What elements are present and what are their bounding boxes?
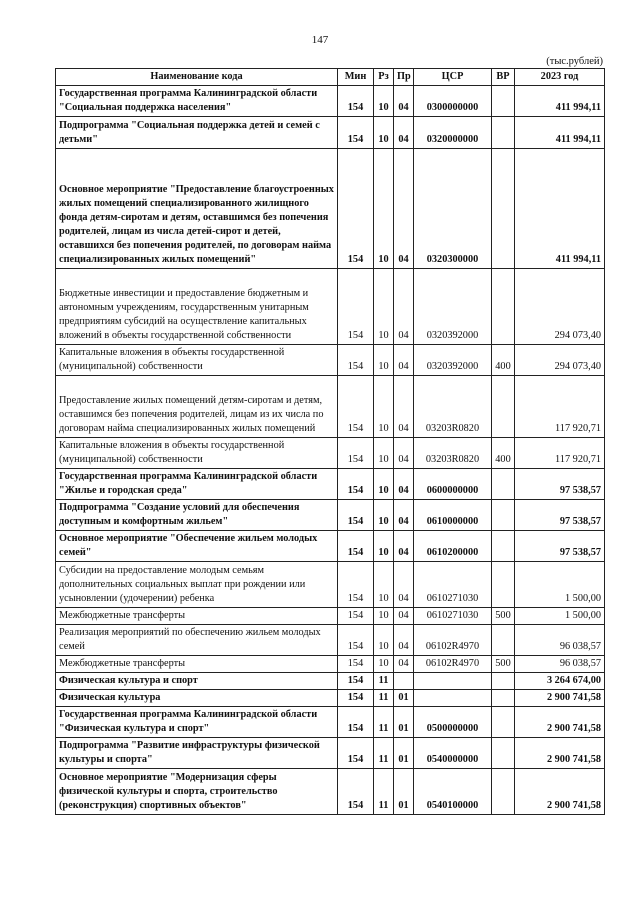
table-header-row (56, 69, 605, 86)
cell-amount: 2 900 741,58 (515, 738, 605, 769)
cell-vr (492, 86, 515, 117)
table-row (56, 738, 605, 769)
cell-pr: 04 (394, 562, 414, 608)
cell-name: Государственная программа Калининградской области "Жилье и городская среда" (56, 469, 338, 500)
cell-rz: 10 (374, 656, 394, 673)
table-row (56, 769, 605, 815)
cell-pr: 01 (394, 690, 414, 707)
cell-csr: 0540000000 (414, 738, 492, 769)
cell-rz: 11 (374, 707, 394, 738)
cell-csr: 0320300000 (414, 149, 492, 269)
cell-amount: 97 538,57 (515, 531, 605, 562)
cell-csr: 0600000000 (414, 469, 492, 500)
cell-min: 154 (338, 469, 374, 500)
page-number: 147 (311, 34, 329, 46)
cell-pr: 04 (394, 269, 414, 345)
cell-name: Межбюджетные трансферты (56, 608, 338, 625)
cell-pr: 04 (394, 531, 414, 562)
cell-rz: 10 (374, 86, 394, 117)
cell-vr (492, 707, 515, 738)
cell-min: 154 (338, 376, 374, 438)
header-name: Наименование кода (56, 69, 338, 86)
cell-amount: 3 264 674,00 (515, 673, 605, 690)
cell-name: Подпрограмма "Развитие инфраструктуры физической культуры и спорта" (56, 738, 338, 769)
cell-vr (492, 149, 515, 269)
cell-min: 154 (338, 690, 374, 707)
cell-pr: 01 (394, 769, 414, 815)
cell-name: Межбюджетные трансферты (56, 656, 338, 673)
cell-csr: 06102R4970 (414, 656, 492, 673)
cell-amount: 1 500,00 (515, 608, 605, 625)
cell-vr: 400 (492, 438, 515, 469)
units-note: (тыс.рублей) (546, 56, 603, 67)
cell-rz: 10 (374, 469, 394, 500)
cell-name: Основное мероприятие "Предоставление благоустроенных жилых помещений специализированного жилищного фонда детям-сиротам и детям, оставшимся без попечения родителей, лицам из числа детей-сирот и детей, оставшихся без попечения родителей, по договорам найма специализированных жилых помещений" (56, 149, 338, 269)
cell-vr (492, 117, 515, 149)
cell-rz: 10 (374, 608, 394, 625)
cell-min: 154 (338, 269, 374, 345)
cell-pr: 04 (394, 345, 414, 376)
cell-vr (492, 738, 515, 769)
cell-vr: 400 (492, 345, 515, 376)
header-csr: ЦСР (414, 69, 492, 86)
cell-pr: 04 (394, 625, 414, 656)
cell-name: Основное мероприятие "Обеспечение жильем молодых семей" (56, 531, 338, 562)
cell-amount: 294 073,40 (515, 345, 605, 376)
cell-csr (414, 690, 492, 707)
table-row (56, 376, 605, 438)
cell-csr: 0320392000 (414, 345, 492, 376)
cell-amount: 2 900 741,58 (515, 769, 605, 815)
cell-amount: 117 920,71 (515, 438, 605, 469)
cell-pr (394, 673, 414, 690)
cell-min: 154 (338, 86, 374, 117)
cell-rz: 11 (374, 673, 394, 690)
table-row (56, 625, 605, 656)
cell-pr: 04 (394, 500, 414, 531)
cell-name: Предоставление жилых помещений детям-сиротам и детям, оставшимся без попечения родителей, лицам из их числа по договорам найма специализированных жилых помещений (56, 376, 338, 438)
cell-rz: 10 (374, 625, 394, 656)
table-row (56, 117, 605, 149)
cell-pr: 04 (394, 469, 414, 500)
cell-csr: 0540100000 (414, 769, 492, 815)
cell-amount: 411 994,11 (515, 86, 605, 117)
cell-amount: 97 538,57 (515, 469, 605, 500)
cell-rz: 11 (374, 690, 394, 707)
cell-pr: 04 (394, 608, 414, 625)
cell-name: Капитальные вложения в объекты государственной (муниципальной) собственности (56, 345, 338, 376)
cell-csr (414, 673, 492, 690)
budget-table (55, 68, 605, 815)
cell-amount: 96 038,57 (515, 656, 605, 673)
cell-csr: 03203R0820 (414, 376, 492, 438)
cell-vr (492, 562, 515, 608)
cell-min: 154 (338, 345, 374, 376)
cell-rz: 10 (374, 345, 394, 376)
cell-csr: 03203R0820 (414, 438, 492, 469)
cell-vr (492, 269, 515, 345)
cell-pr: 04 (394, 86, 414, 117)
header-min: Мин (338, 69, 374, 86)
table-row (56, 673, 605, 690)
cell-name: Государственная программа Калининградской области "Социальная поддержка населения" (56, 86, 338, 117)
cell-rz: 10 (374, 500, 394, 531)
cell-min: 154 (338, 562, 374, 608)
cell-csr: 0500000000 (414, 707, 492, 738)
cell-min: 154 (338, 738, 374, 769)
cell-min: 154 (338, 656, 374, 673)
cell-name: Капитальные вложения в объекты государственной (муниципальной) собственности (56, 438, 338, 469)
cell-name: Реализация мероприятий по обеспечению жильем молодых семей (56, 625, 338, 656)
table-row (56, 690, 605, 707)
cell-vr (492, 376, 515, 438)
cell-name: Физическая культура и спорт (56, 673, 338, 690)
cell-csr: 06102R4970 (414, 625, 492, 656)
cell-amount: 96 038,57 (515, 625, 605, 656)
table-row (56, 707, 605, 738)
cell-amount: 294 073,40 (515, 269, 605, 345)
cell-amount: 411 994,11 (515, 149, 605, 269)
cell-rz: 10 (374, 438, 394, 469)
cell-amount: 2 900 741,58 (515, 690, 605, 707)
cell-name: Субсидии на предоставление молодым семьям дополнительных социальных выплат при рождении или усыновлении (удочерении) ребенка (56, 562, 338, 608)
cell-csr: 0320392000 (414, 269, 492, 345)
cell-vr (492, 469, 515, 500)
cell-min: 154 (338, 707, 374, 738)
cell-name: Подпрограмма "Создание условий для обеспечения доступным и комфортным жильем" (56, 500, 338, 531)
cell-vr (492, 690, 515, 707)
cell-name: Подпрограмма "Социальная поддержка детей и семей с детьми" (56, 117, 338, 149)
cell-csr: 0300000000 (414, 86, 492, 117)
table-row (56, 438, 605, 469)
cell-csr: 0610271030 (414, 562, 492, 608)
cell-rz: 10 (374, 149, 394, 269)
cell-rz: 11 (374, 769, 394, 815)
table-row (56, 500, 605, 531)
table-row (56, 149, 605, 269)
cell-csr: 0610000000 (414, 500, 492, 531)
cell-rz: 10 (374, 376, 394, 438)
cell-vr (492, 769, 515, 815)
table-row (56, 608, 605, 625)
cell-min: 154 (338, 500, 374, 531)
cell-min: 154 (338, 117, 374, 149)
header-pr: Пр (394, 69, 414, 86)
cell-csr: 0320000000 (414, 117, 492, 149)
cell-name: Бюджетные инвестиции и предоставление бюджетным и автономным учреждениям, государственным унитарным предприятиям субсидий на осуществление капитальных вложений в объекты государственной собственности (56, 269, 338, 345)
cell-rz: 10 (374, 562, 394, 608)
cell-name: Основное мероприятие "Модернизация сферы физической культуры и спорта, строительство (реконструкция) спортивных объектов" (56, 769, 338, 815)
cell-vr (492, 531, 515, 562)
cell-vr (492, 500, 515, 531)
cell-min: 154 (338, 625, 374, 656)
cell-vr: 500 (492, 656, 515, 673)
table-row (56, 345, 605, 376)
table-body (56, 86, 605, 815)
cell-rz: 10 (374, 269, 394, 345)
cell-rz: 10 (374, 117, 394, 149)
cell-pr: 04 (394, 376, 414, 438)
table-row (56, 562, 605, 608)
cell-min: 154 (338, 769, 374, 815)
cell-amount: 97 538,57 (515, 500, 605, 531)
table-row (56, 269, 605, 345)
cell-amount: 2 900 741,58 (515, 707, 605, 738)
cell-pr: 04 (394, 656, 414, 673)
cell-amount: 411 994,11 (515, 117, 605, 149)
cell-rz: 11 (374, 738, 394, 769)
cell-min: 154 (338, 608, 374, 625)
cell-min: 154 (338, 673, 374, 690)
table-row (56, 469, 605, 500)
cell-pr: 01 (394, 707, 414, 738)
cell-name: Физическая культура (56, 690, 338, 707)
cell-min: 154 (338, 531, 374, 562)
cell-min: 154 (338, 438, 374, 469)
cell-csr: 0610271030 (414, 608, 492, 625)
cell-name: Государственная программа Калининградской области "Физическая культура и спорт" (56, 707, 338, 738)
table-row (56, 656, 605, 673)
header-year: 2023 год (515, 69, 605, 86)
cell-min: 154 (338, 149, 374, 269)
cell-amount: 1 500,00 (515, 562, 605, 608)
cell-vr: 500 (492, 608, 515, 625)
cell-pr: 04 (394, 438, 414, 469)
header-rz: Рз (374, 69, 394, 86)
cell-pr: 04 (394, 149, 414, 269)
table-row (56, 531, 605, 562)
cell-pr: 01 (394, 738, 414, 769)
cell-pr: 04 (394, 117, 414, 149)
cell-csr: 0610200000 (414, 531, 492, 562)
header-vr: ВР (492, 69, 515, 86)
cell-vr (492, 625, 515, 656)
cell-amount: 117 920,71 (515, 376, 605, 438)
cell-vr (492, 673, 515, 690)
table-row (56, 86, 605, 117)
cell-rz: 10 (374, 531, 394, 562)
